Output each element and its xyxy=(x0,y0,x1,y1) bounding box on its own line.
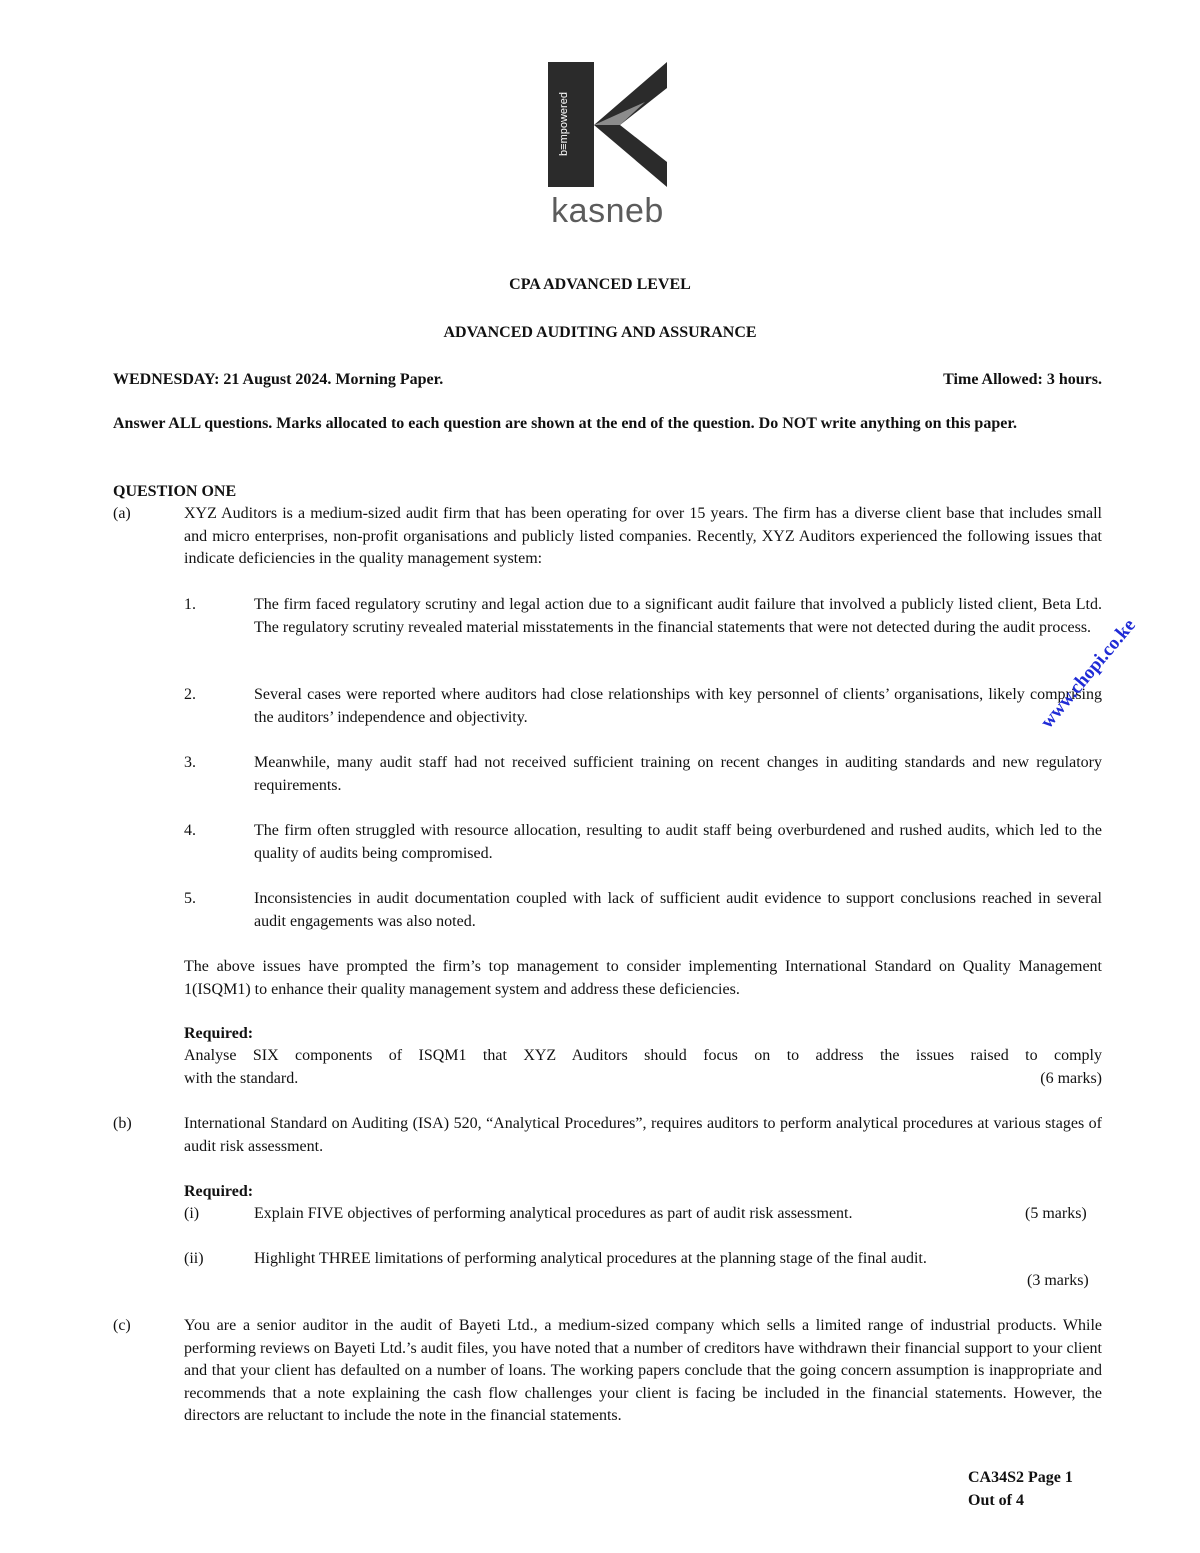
issue-text: Inconsistencies in audit documentation coupled with lack of sufficient audit evidence to support conclusions reached in several audit engagements was also noted. xyxy=(254,890,1102,930)
issue-text: Several cases were reported where auditors had close relationships with key personnel of clients’ organisations, likely comprising the auditors’ independence and objectivity. xyxy=(254,686,1102,726)
required-label: Required: xyxy=(184,1183,254,1200)
issue-text: Meanwhile, many audit staff had not received sufficient training on recent changes in auditing standards and new regulatory requirements. xyxy=(254,754,1102,794)
marks: (3 marks) xyxy=(1027,1272,1089,1289)
required-line2-row xyxy=(184,1068,1102,1091)
exam-level: CPA ADVANCED LEVEL xyxy=(509,276,691,293)
required-label: Required: xyxy=(184,1025,254,1042)
part-a-intro: XYZ Auditors is a medium-sized audit firm that has been operating for over 15 years. The firm has a diverse client base that includes small and micro enterprises, non-profit organisations and publicly listed companies. Recently, XYZ Auditors experienced the following issues that indicate deficiencies in the quality management system: xyxy=(184,505,1102,568)
issue-number: 2. xyxy=(184,686,196,703)
page-footer xyxy=(968,1466,1073,1512)
part-c-text: You are a senior auditor in the audit of Bayeti Ltd., a medium-sized company which sells a limited range of industrial products. While performing reviews on Bayeti Ltd.’s audit files, you have noted that a number of creditors have withdrawn their financial support to your client and that your client has defaulted on a number of loans. The working papers conclude that the going concern assumption is inappropriate and recommends that a note explaining the cash flow challenges your client is facing be included in the financial statements. However, the directors are reluctant to include the note in the financial statements. xyxy=(184,1317,1102,1425)
subpart-number: (i) xyxy=(184,1205,200,1222)
issue-number: 5. xyxy=(184,890,196,907)
issue-number: 4. xyxy=(184,822,196,839)
part-b-intro: International Standard on Auditing (ISA) 520, “Analytical Procedures”, requires auditors to perform analytical procedures at various stages of audit risk assessment. xyxy=(184,1115,1102,1155)
page-count: Out of 4 xyxy=(968,1492,1024,1509)
kasneb-logo xyxy=(545,62,670,232)
part-b-label: (b) xyxy=(113,1115,132,1132)
issue-number: 1. xyxy=(184,596,196,613)
subpart-text: Highlight THREE limitations of performing analytical procedures at the planning stage of the final audit. xyxy=(254,1250,927,1267)
marks: (5 marks) xyxy=(1025,1205,1087,1222)
logo-tagline: b≡mpowered xyxy=(558,92,570,156)
required-text-line2: with the standard. xyxy=(184,1070,299,1087)
exam-date: WEDNESDAY: 21 August 2024. Morning Paper. xyxy=(113,371,444,388)
logo-mark-icon xyxy=(545,62,670,192)
part-a-label: (a) xyxy=(113,505,131,522)
marks: (6 marks) xyxy=(1040,1070,1102,1087)
subpart-number: (ii) xyxy=(184,1250,204,1267)
required-text-line1: Analyse SIX components of ISQM1 that XYZ Auditors should focus on to address the issues raised to comply xyxy=(184,1047,1102,1064)
issue-number: 3. xyxy=(184,754,196,771)
exam-subject: ADVANCED AUDITING AND ASSURANCE xyxy=(443,324,757,341)
issue-text: The firm often struggled with resource allocation, resulting to audit staff being overburdened and rushed audits, which led to the quality of audits being compromised. xyxy=(254,822,1102,862)
question-title: QUESTION ONE xyxy=(113,483,237,500)
instructions: Answer ALL questions. Marks allocated to each question are shown at the end of the question. Do NOT write anything on this paper. xyxy=(113,415,1017,432)
subpart-text: Explain FIVE objectives of performing analytical procedures as part of audit risk assessment. xyxy=(254,1205,853,1222)
page-code: CA34S2 Page 1 xyxy=(968,1469,1073,1486)
watermark: www.chopi.co.ke xyxy=(1036,615,1140,733)
time-allowed: Time Allowed: 3 hours. xyxy=(943,371,1102,388)
date-time-row xyxy=(113,369,1102,392)
part-c-label: (c) xyxy=(113,1317,131,1334)
part-a-closing: The above issues have prompted the firm’s top management to consider implementing International Standard on Quality Management 1(ISQM1) to enhance their quality management system and address these deficiencies. xyxy=(184,958,1102,998)
issue-text: The firm faced regulatory scrutiny and legal action due to a significant audit failure that involved a publicly listed client, Beta Ltd. The regulatory scrutiny revealed material misstatements in the financial statements that were not detected during the audit process. xyxy=(254,596,1102,636)
logo-wordmark: kasneb xyxy=(551,192,664,230)
